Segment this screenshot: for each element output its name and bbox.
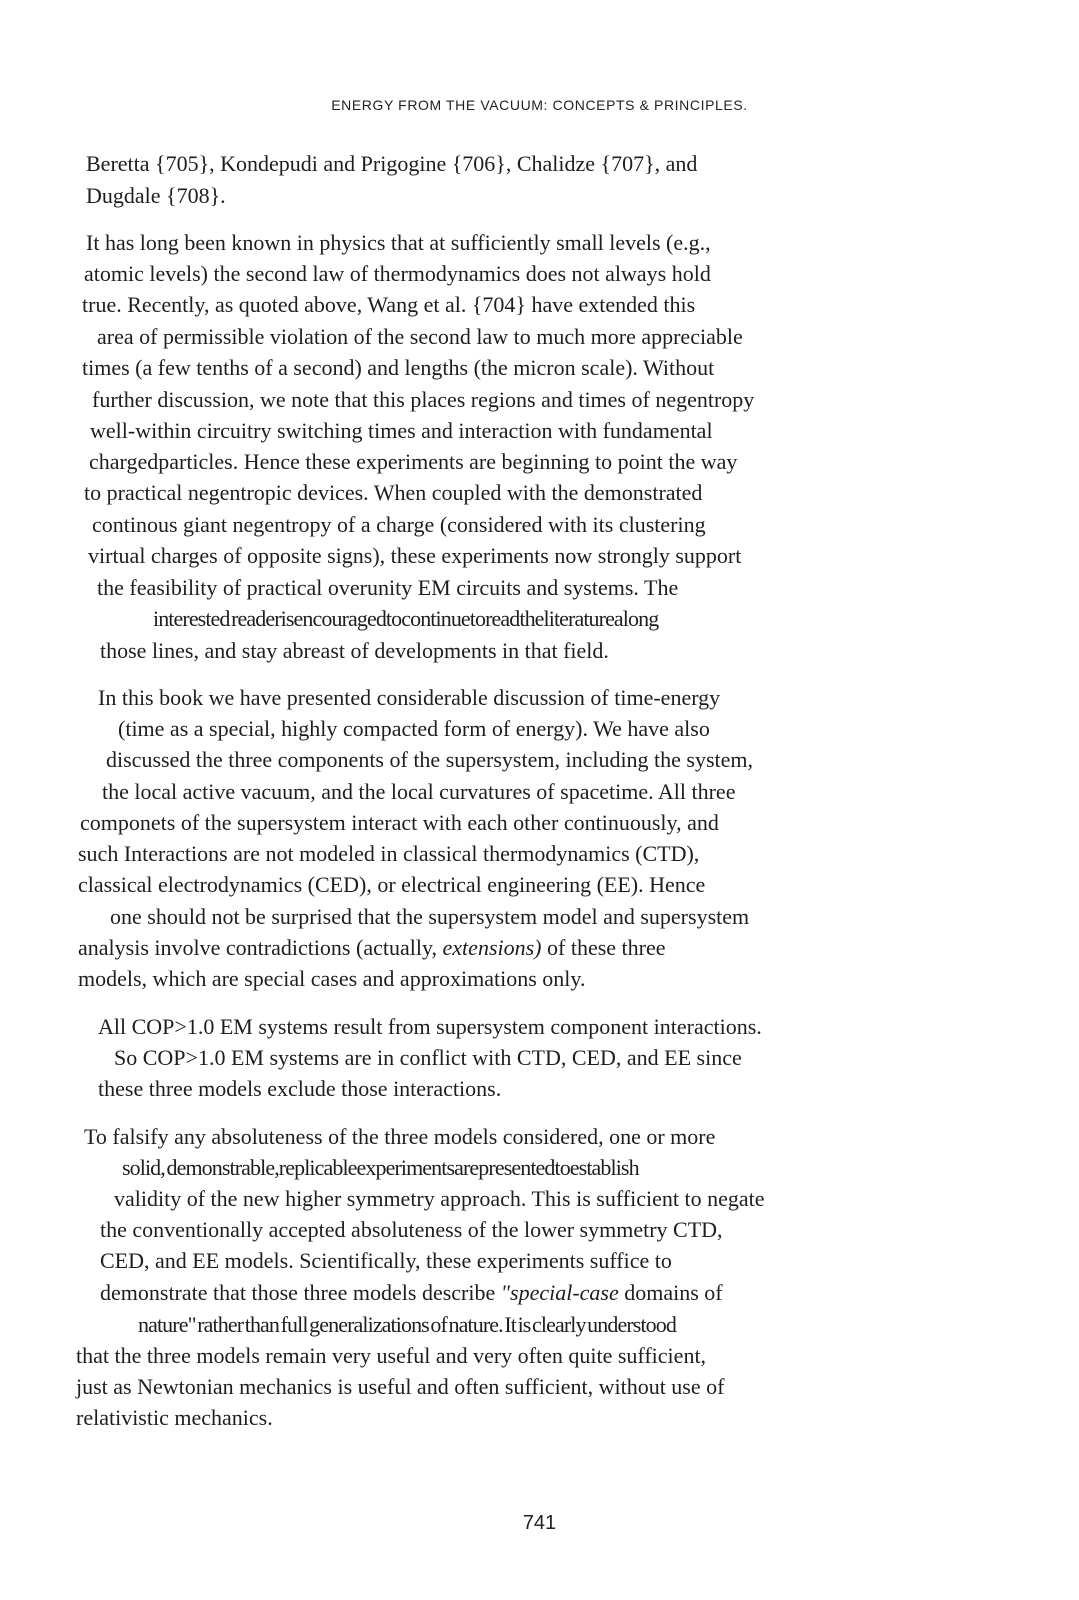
- text-line: So COP>1.0 EM systems are in conflict with CTD, CED, and EE since: [114, 1045, 742, 1070]
- text-line: those lines, and stay abreast of developments in that field.: [100, 638, 609, 663]
- text-line: the conventionally accepted absoluteness of the lower symmetry CTD,: [100, 1217, 723, 1242]
- text-line: All COP>1.0 EM systems result from supersystem component interactions.: [98, 1014, 762, 1039]
- text-line: the feasibility of practical overunity EM circuits and systems. The: [97, 575, 679, 600]
- text-line: Dugdale {708}.: [86, 183, 226, 208]
- line-text: domains of: [618, 1280, 723, 1305]
- text-line: times (a few tenths of a second) and lengths (the micron scale). Without: [82, 355, 715, 380]
- text-line: these three models exclude those interactions.: [98, 1076, 502, 1101]
- text-line: models, which are special cases and approximations only.: [78, 966, 586, 991]
- text-line: [100, 1280, 723, 1306]
- text-line: further discussion, we note that this places regions and times of negentropy: [92, 387, 755, 412]
- line-text: analysis involve contradictions (actually,: [78, 935, 443, 960]
- line-text: demonstrate that those three models describe: [100, 1280, 501, 1305]
- text-line: componets of the supersystem interact with each other continuously, and: [80, 810, 719, 835]
- text-line: continous giant negentropy of a charge (considered with its clustering: [92, 512, 706, 537]
- text-line: that the three models remain very useful and very often quite sufficient,: [76, 1343, 707, 1368]
- text-line: true. Recently, as quoted above, Wang et al. {704} have extended this: [82, 292, 696, 317]
- text-line: It has long been known in physics that at sufficiently small levels (e.g.,: [86, 230, 711, 255]
- text-line: To falsify any absoluteness of the three models considered, one or more: [84, 1124, 716, 1149]
- text-line: to practical negentropic devices. When coupled with the demonstrated: [84, 480, 703, 505]
- text-line: validity of the new higher symmetry approach. This is sufficient to negate: [114, 1186, 765, 1211]
- text-line: nature" rather than full generalizations of nature. It is clearly understood: [138, 1312, 676, 1337]
- line-text: of these three: [541, 935, 666, 960]
- text-line: CED, and EE models. Scientifically, these experiments suffice to: [100, 1248, 672, 1273]
- page-number: 741: [522, 1512, 557, 1534]
- text-line: [78, 935, 666, 961]
- text-line: discussed the three components of the supersystem, including the system,: [106, 747, 754, 772]
- text-line: relativistic mechanics.: [76, 1405, 273, 1430]
- text-line: one should not be surprised that the supersystem model and supersystem: [110, 904, 750, 929]
- text-line: well-within circuitry switching times and interaction with fundamental: [90, 418, 713, 443]
- text-line: such Interactions are not modeled in classical thermodynamics (CTD),: [78, 841, 700, 866]
- text-line: (time as a special, highly compacted form of energy). We have also: [118, 716, 710, 741]
- text-line: Beretta {705}, Kondepudi and Prigogine {706}, Chalidze {707}, and: [86, 151, 698, 176]
- text-line: interested readerisencouragedtocontinuetoreadtheliteraturealong: [153, 606, 659, 631]
- text-line: atomic levels) the second law of thermodynamics does not always hold: [84, 261, 711, 286]
- text-line: classical electrodynamics (CED), or electrical engineering (EE). Hence: [78, 872, 706, 897]
- text-line: area of permissible violation of the second law to much more appreciable: [97, 324, 743, 349]
- text-line: just as Newtonian mechanics is useful and often sufficient, without use of: [76, 1374, 725, 1399]
- text-line: chargedparticles. Hence these experiments are beginning to point the way: [89, 449, 738, 474]
- text-line: In this book we have presented considerable discussion of time-energy: [98, 685, 721, 710]
- text-line: solid, demonstrable,replicableexperimentsarepresentedtoestablish: [122, 1155, 639, 1180]
- running-head: ENERGY FROM THE VACUUM: CONCEPTS & PRINCIPLES.: [331, 97, 748, 113]
- italic-fragment: extensions): [442, 935, 542, 960]
- text-line: virtual charges of opposite signs), these experiments now strongly support: [88, 543, 742, 568]
- italic-fragment: "special-case: [500, 1280, 619, 1305]
- text-line: the local active vacuum, and the local curvatures of spacetime. All three: [102, 779, 736, 804]
